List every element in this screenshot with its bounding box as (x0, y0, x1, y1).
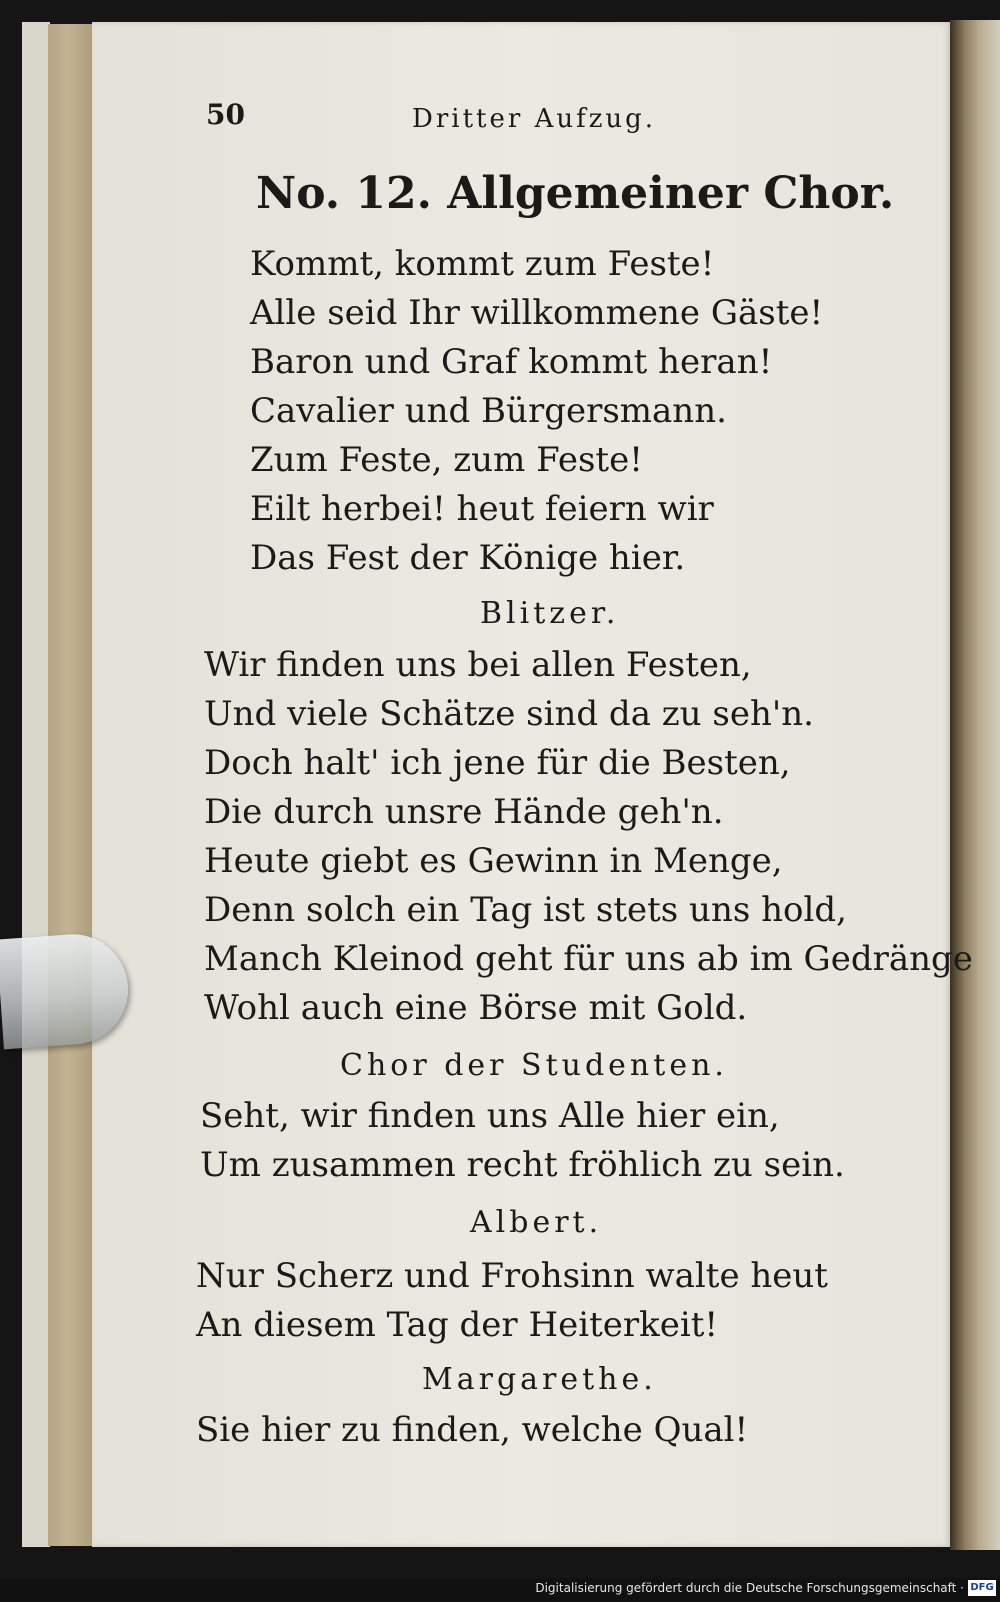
section-heading: No. 12. Allgemeiner Chor. (256, 168, 895, 219)
verse-line: Denn solch ein Tag ist stets uns hold, (204, 890, 847, 930)
speaker-name: Albert. (470, 1205, 603, 1240)
verse-line: Die durch unsre Hände geh'n. (204, 792, 724, 832)
verse-line: An diesem Tag der Heiterkeit! (196, 1305, 719, 1345)
chorus-line: Baron und Graf kommt heran! (250, 342, 773, 382)
chorus-line: Cavalier und Bürgersmann. (250, 391, 727, 431)
verse-line: Manch Kleinod geht für uns ab im Gedränge (204, 939, 973, 979)
chorus-line: Eilt herbei! heut feiern wir (250, 489, 714, 529)
verse-line: Wir finden uns bei allen Festen, (204, 645, 752, 685)
verse-line: Nur Scherz und Frohsinn walte heut (196, 1256, 828, 1296)
speaker-name: Chor der Studenten. (340, 1048, 728, 1083)
page-edge-left (22, 22, 50, 1547)
dfg-logo: DFG (968, 1580, 996, 1596)
chorus-line: Das Fest der Könige hier. (250, 538, 686, 578)
page-block-spine (48, 24, 96, 1546)
page-right-edge (950, 20, 1000, 1550)
page-number: 50 (206, 98, 245, 131)
running-head: Dritter Aufzug. (412, 104, 657, 134)
chorus-line: Alle seid Ihr willkommene Gäste! (250, 293, 824, 333)
verse-line: Um zusammen recht fröhlich zu sein. (200, 1145, 845, 1185)
verse-line: Sie hier zu finden, welche Qual! (196, 1410, 749, 1450)
speaker-name: Blitzer. (480, 596, 620, 631)
speaker-name: Margarethe. (422, 1362, 657, 1397)
chorus-line: Zum Feste, zum Feste! (250, 440, 643, 480)
verse-line: Heute giebt es Gewinn in Menge, (204, 841, 783, 881)
verse-line: Wohl auch eine Börse mit Gold. (204, 988, 748, 1028)
verse-line: Doch halt' ich jene für die Besten, (204, 743, 791, 783)
verse-line: Und viele Schätze sind da zu seh'n. (204, 694, 814, 734)
chorus-line: Kommt, kommt zum Feste! (250, 244, 715, 284)
verse-line: Seht, wir finden uns Alle hier ein, (200, 1096, 780, 1136)
footer-credit: Digitalisierung gefördert durch die Deutsche Forschungsgemeinschaft · (535, 1581, 964, 1595)
